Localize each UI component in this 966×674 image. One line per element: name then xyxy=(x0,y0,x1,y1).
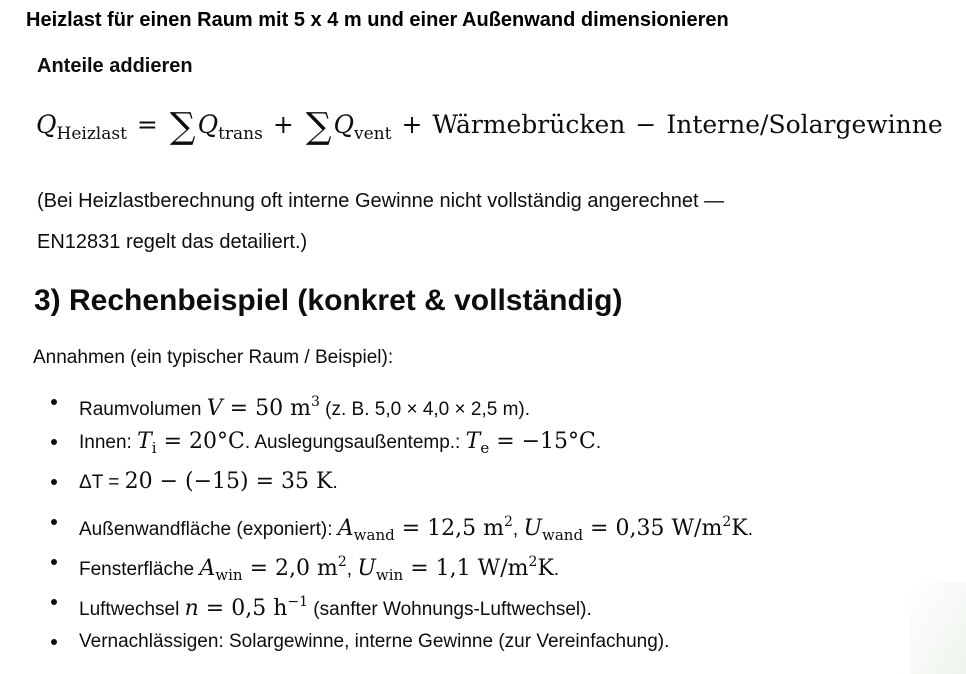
sum-symbol: ∑ xyxy=(169,106,196,147)
subscript-vent: vent xyxy=(354,124,392,144)
subscript-trans: trans xyxy=(218,124,263,144)
subheading: Anteile addieren xyxy=(37,55,193,77)
assumptions-list xyxy=(0,382,966,662)
term-bridges: Wärmebrücken xyxy=(432,110,626,139)
heat-load-formula: $Q_{Heizlast} = \sum Q_{trans} + \sum Q_{vent}$ + Wärmebrücken − Interne/Solargewinne xyxy=(36,106,943,147)
list-item-wall: Außenwandfläche (exponiert): $A_{wand} = 12,5$ $m^2$, $U_{wand} = 0,35$ $W/m^2K$. xyxy=(0,502,966,542)
note-line-1: (Bei Heizlastberechnung oft interne Gewinne nicht vollständig angerechnet — xyxy=(37,190,725,212)
page-title: Heizlast für einen Raum mit 5 x 4 m und einer Außenwand dimensionieren xyxy=(26,9,729,31)
list-item-temperatures: Innen: $T_i = 20^\circ C$. Auslegungsaußentemp.: $T_e = -15^\circ C$. xyxy=(0,422,966,462)
term-gains: Interne/Solargewinne xyxy=(666,110,943,139)
list-item-neglect: Vernachlässigen: Solargewinne, interne Gewinne (zur Vereinfachung). xyxy=(0,622,966,662)
sum-symbol: ∑ xyxy=(305,106,332,147)
corner-shade xyxy=(910,582,966,674)
section-heading: 3) Rechenbeispiel (konkret & vollständig) xyxy=(34,284,623,317)
note-line-2: EN12831 regelt das detailiert.) xyxy=(37,231,308,253)
note-paragraph xyxy=(37,181,724,263)
list-item-volume: Raumvolumen V = 50 $m^3$ (z. B. 5,0 × 4,0 × 2,5 m). xyxy=(0,382,966,422)
list-item-air-change: Luftwechsel n = 0,5 $h^{-1}$ (sanfter Wohnungs-Luftwechsel). xyxy=(0,582,966,622)
assumptions-intro: Annahmen (ein typischer Raum / Beispiel): xyxy=(33,347,394,368)
list-item-delta-t: ΔT = 20 − (−15) = 35 K. xyxy=(0,462,966,502)
list-item-window: Fensterfläche $A_{win} = 2,0$ $m^2$, $U_{win} = 1,1$ $W/m^2K$. xyxy=(0,542,966,582)
subscript-heizlast: Heizlast xyxy=(56,124,127,144)
